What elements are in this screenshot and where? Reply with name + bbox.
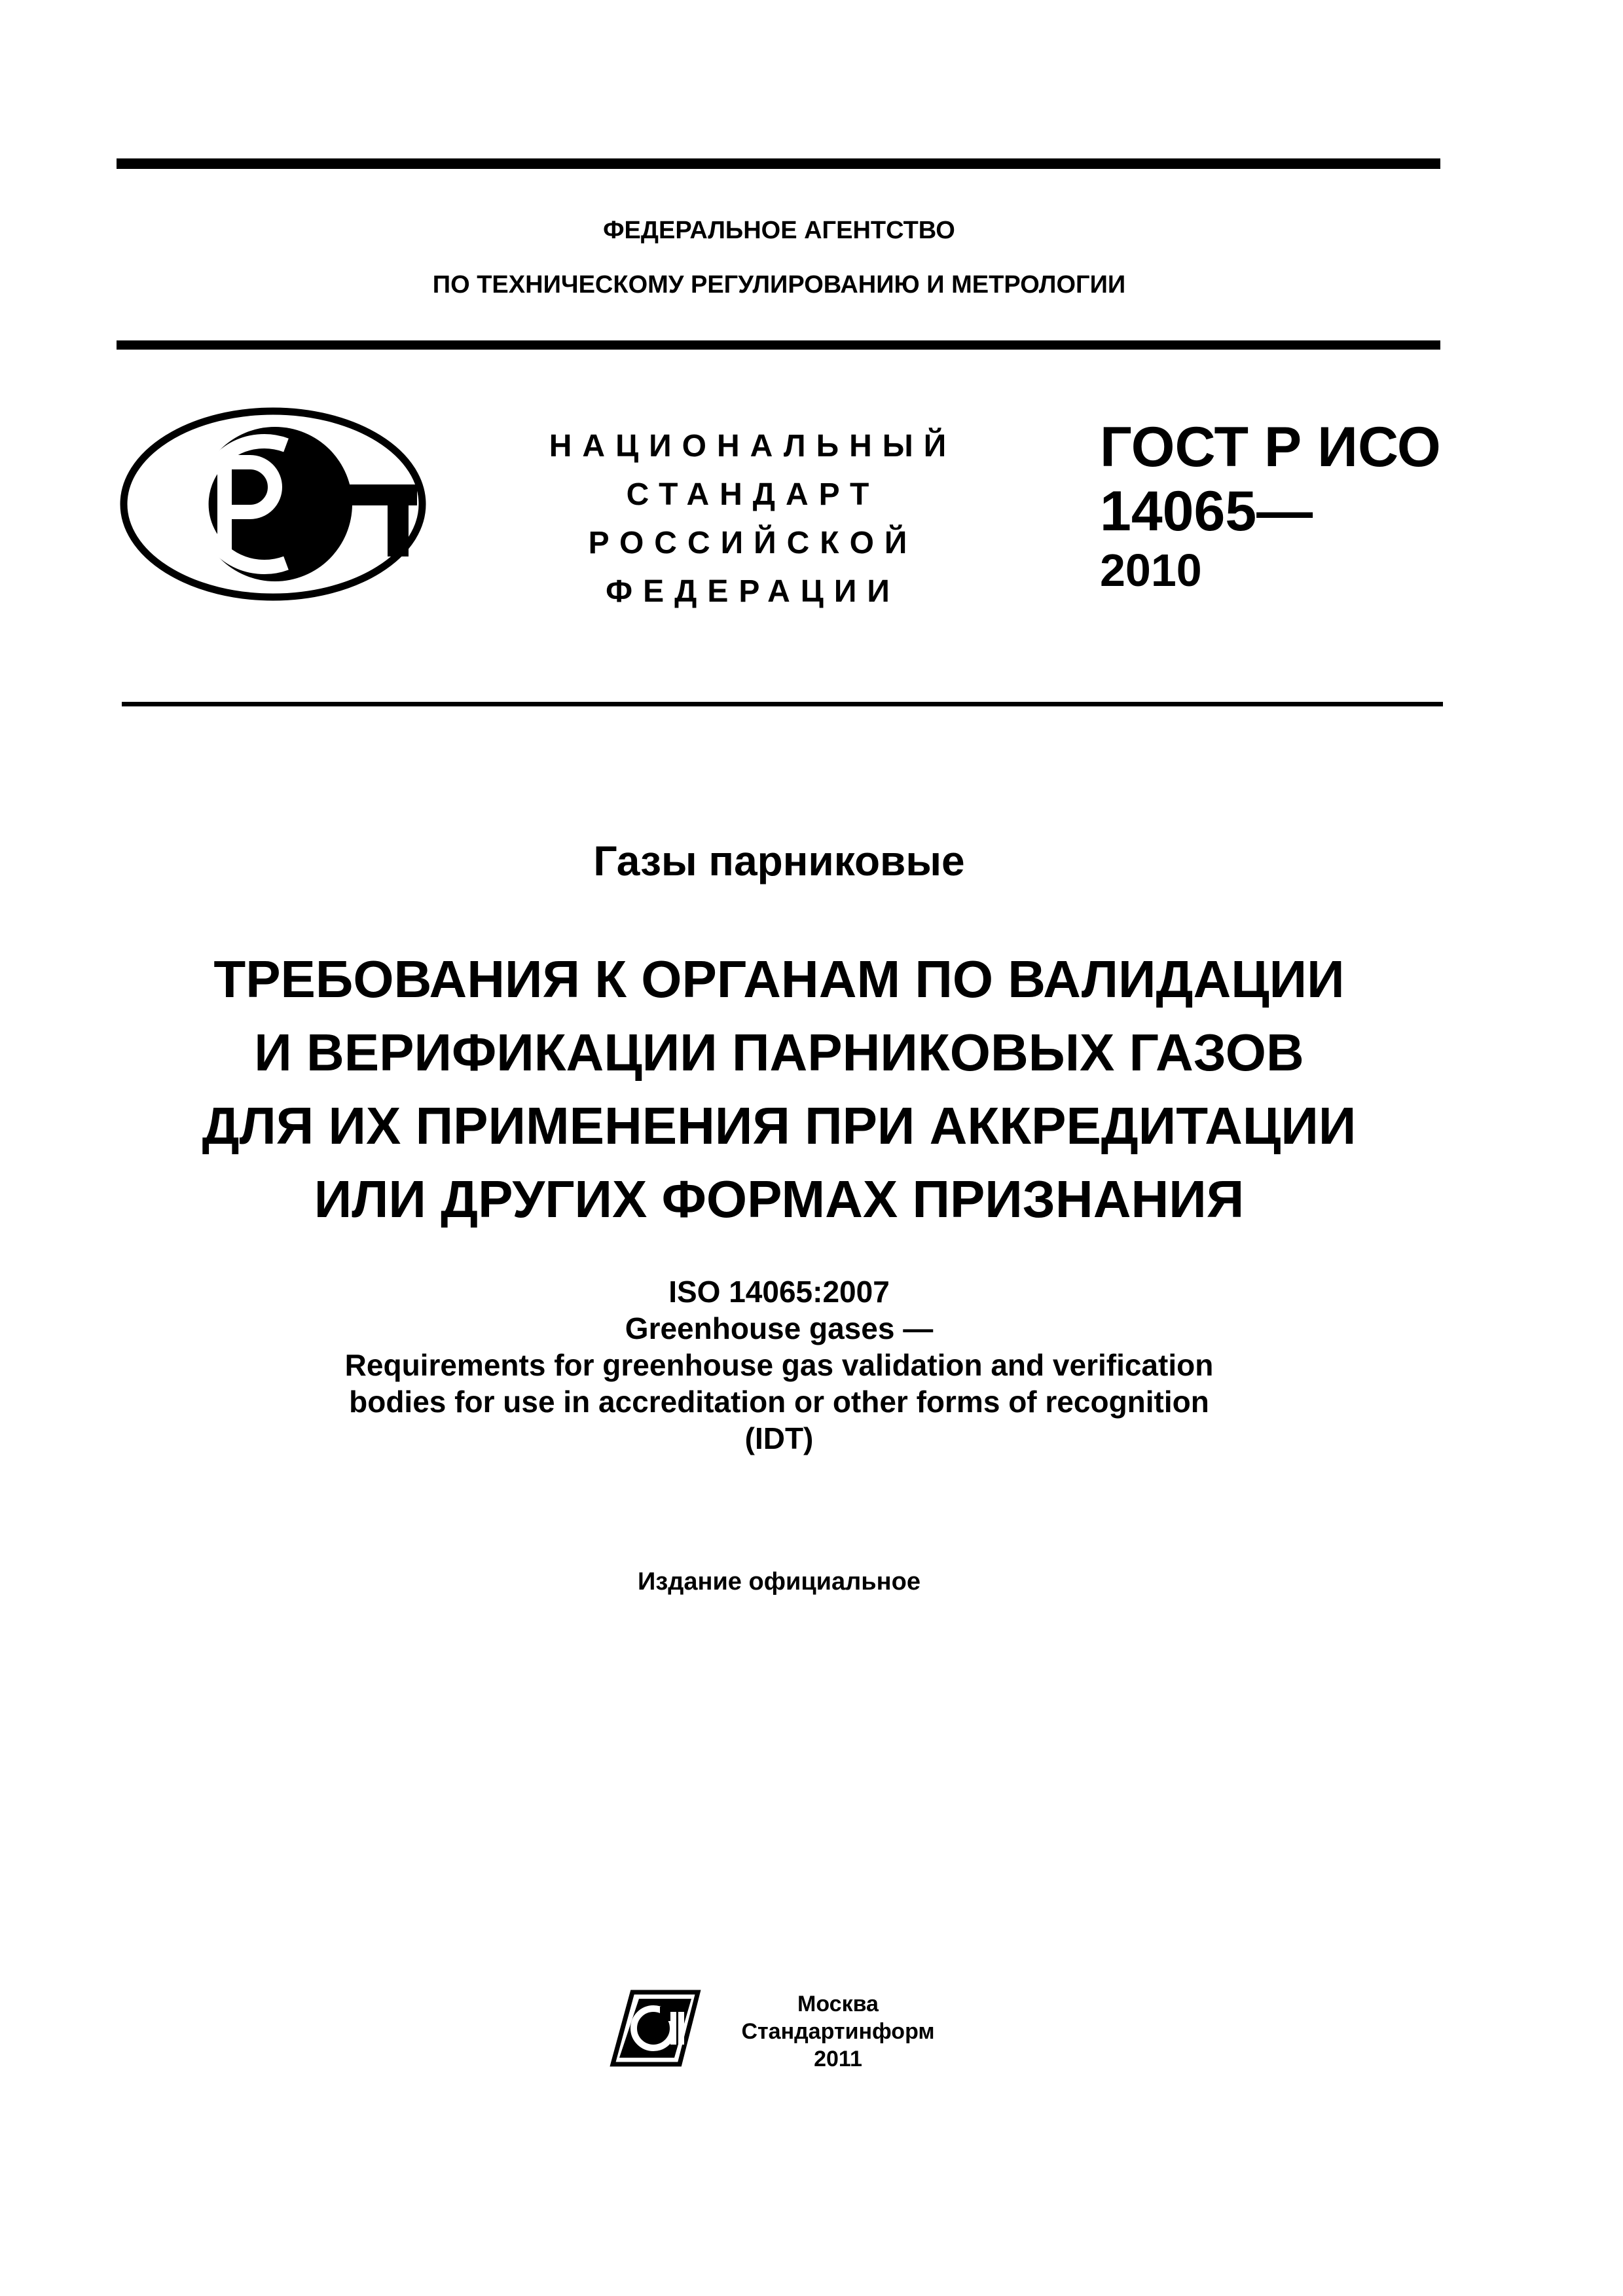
agency-line-2: ПО ТЕХНИЧЕСКОМУ РЕГУЛИРОВАНИЮ И МЕТРОЛОГИИ <box>432 271 1126 299</box>
designation-line-3: 2010 <box>1100 545 1202 596</box>
iso-title-line-4: (IDT) <box>744 1421 814 1455</box>
document-title-line-3: ДЛЯ ИХ ПРИМЕНЕНИЯ ПРИ АККРЕДИТАЦИИ <box>202 1097 1357 1155</box>
document-title-line-1: ТРЕБОВАНИЯ К ОРГАНАМ ПО ВАЛИДАЦИИ <box>213 950 1345 1008</box>
agency-bottom-rule <box>117 340 1440 350</box>
publisher-name: Стандартинформ <box>741 2019 935 2044</box>
publisher-year: 2011 <box>814 2047 862 2071</box>
agency-line-1: ФЕДЕРАЛЬНОЕ АГЕНТСТВО <box>603 217 955 244</box>
iso-title-line-3: bodies for use in accreditation or other forms of recognition <box>349 1385 1209 1419</box>
national-standard-line-2: СТАНДАРТ <box>626 477 880 512</box>
document-title-line-2: И ВЕРИФИКАЦИИ ПАРНИКОВЫХ ГАЗОВ <box>254 1023 1304 1082</box>
national-standard-line-4: ФЕДЕРАЦИИ <box>606 574 900 609</box>
publisher-city: Москва <box>797 1992 879 2016</box>
top-rule <box>117 158 1440 169</box>
iso-title-line-1: Greenhouse gases — <box>625 1311 934 1345</box>
rst-logo <box>119 397 427 602</box>
edition-label: Издание официальное <box>638 1568 921 1595</box>
designation-line-1: ГОСТ Р ИСО <box>1100 416 1441 479</box>
header-bottom-rule <box>122 702 1443 706</box>
publisher-logo <box>608 1978 706 2069</box>
iso-code: ISO 14065:2007 <box>668 1275 890 1309</box>
iso-title-line-2: Requirements for greenhouse gas validation and verification <box>344 1348 1214 1382</box>
document-subject: Газы парниковые <box>593 837 965 884</box>
rst-logo-text: РСТ <box>119 397 140 409</box>
standartinform-logo-icon <box>608 1978 706 2069</box>
national-standard-line-1: НАЦИОНАЛЬНЫЙ <box>549 429 957 464</box>
designation-line-2: 14065— <box>1100 480 1313 543</box>
publisher-logo-text: СИ <box>608 1978 623 1990</box>
document-title-line-4: ИЛИ ДРУГИХ ФОРМАХ ПРИЗНАНИЯ <box>314 1170 1245 1228</box>
rst-mark-icon <box>119 397 427 602</box>
national-standard-line-3: РОССИЙСКОЙ <box>588 526 918 560</box>
